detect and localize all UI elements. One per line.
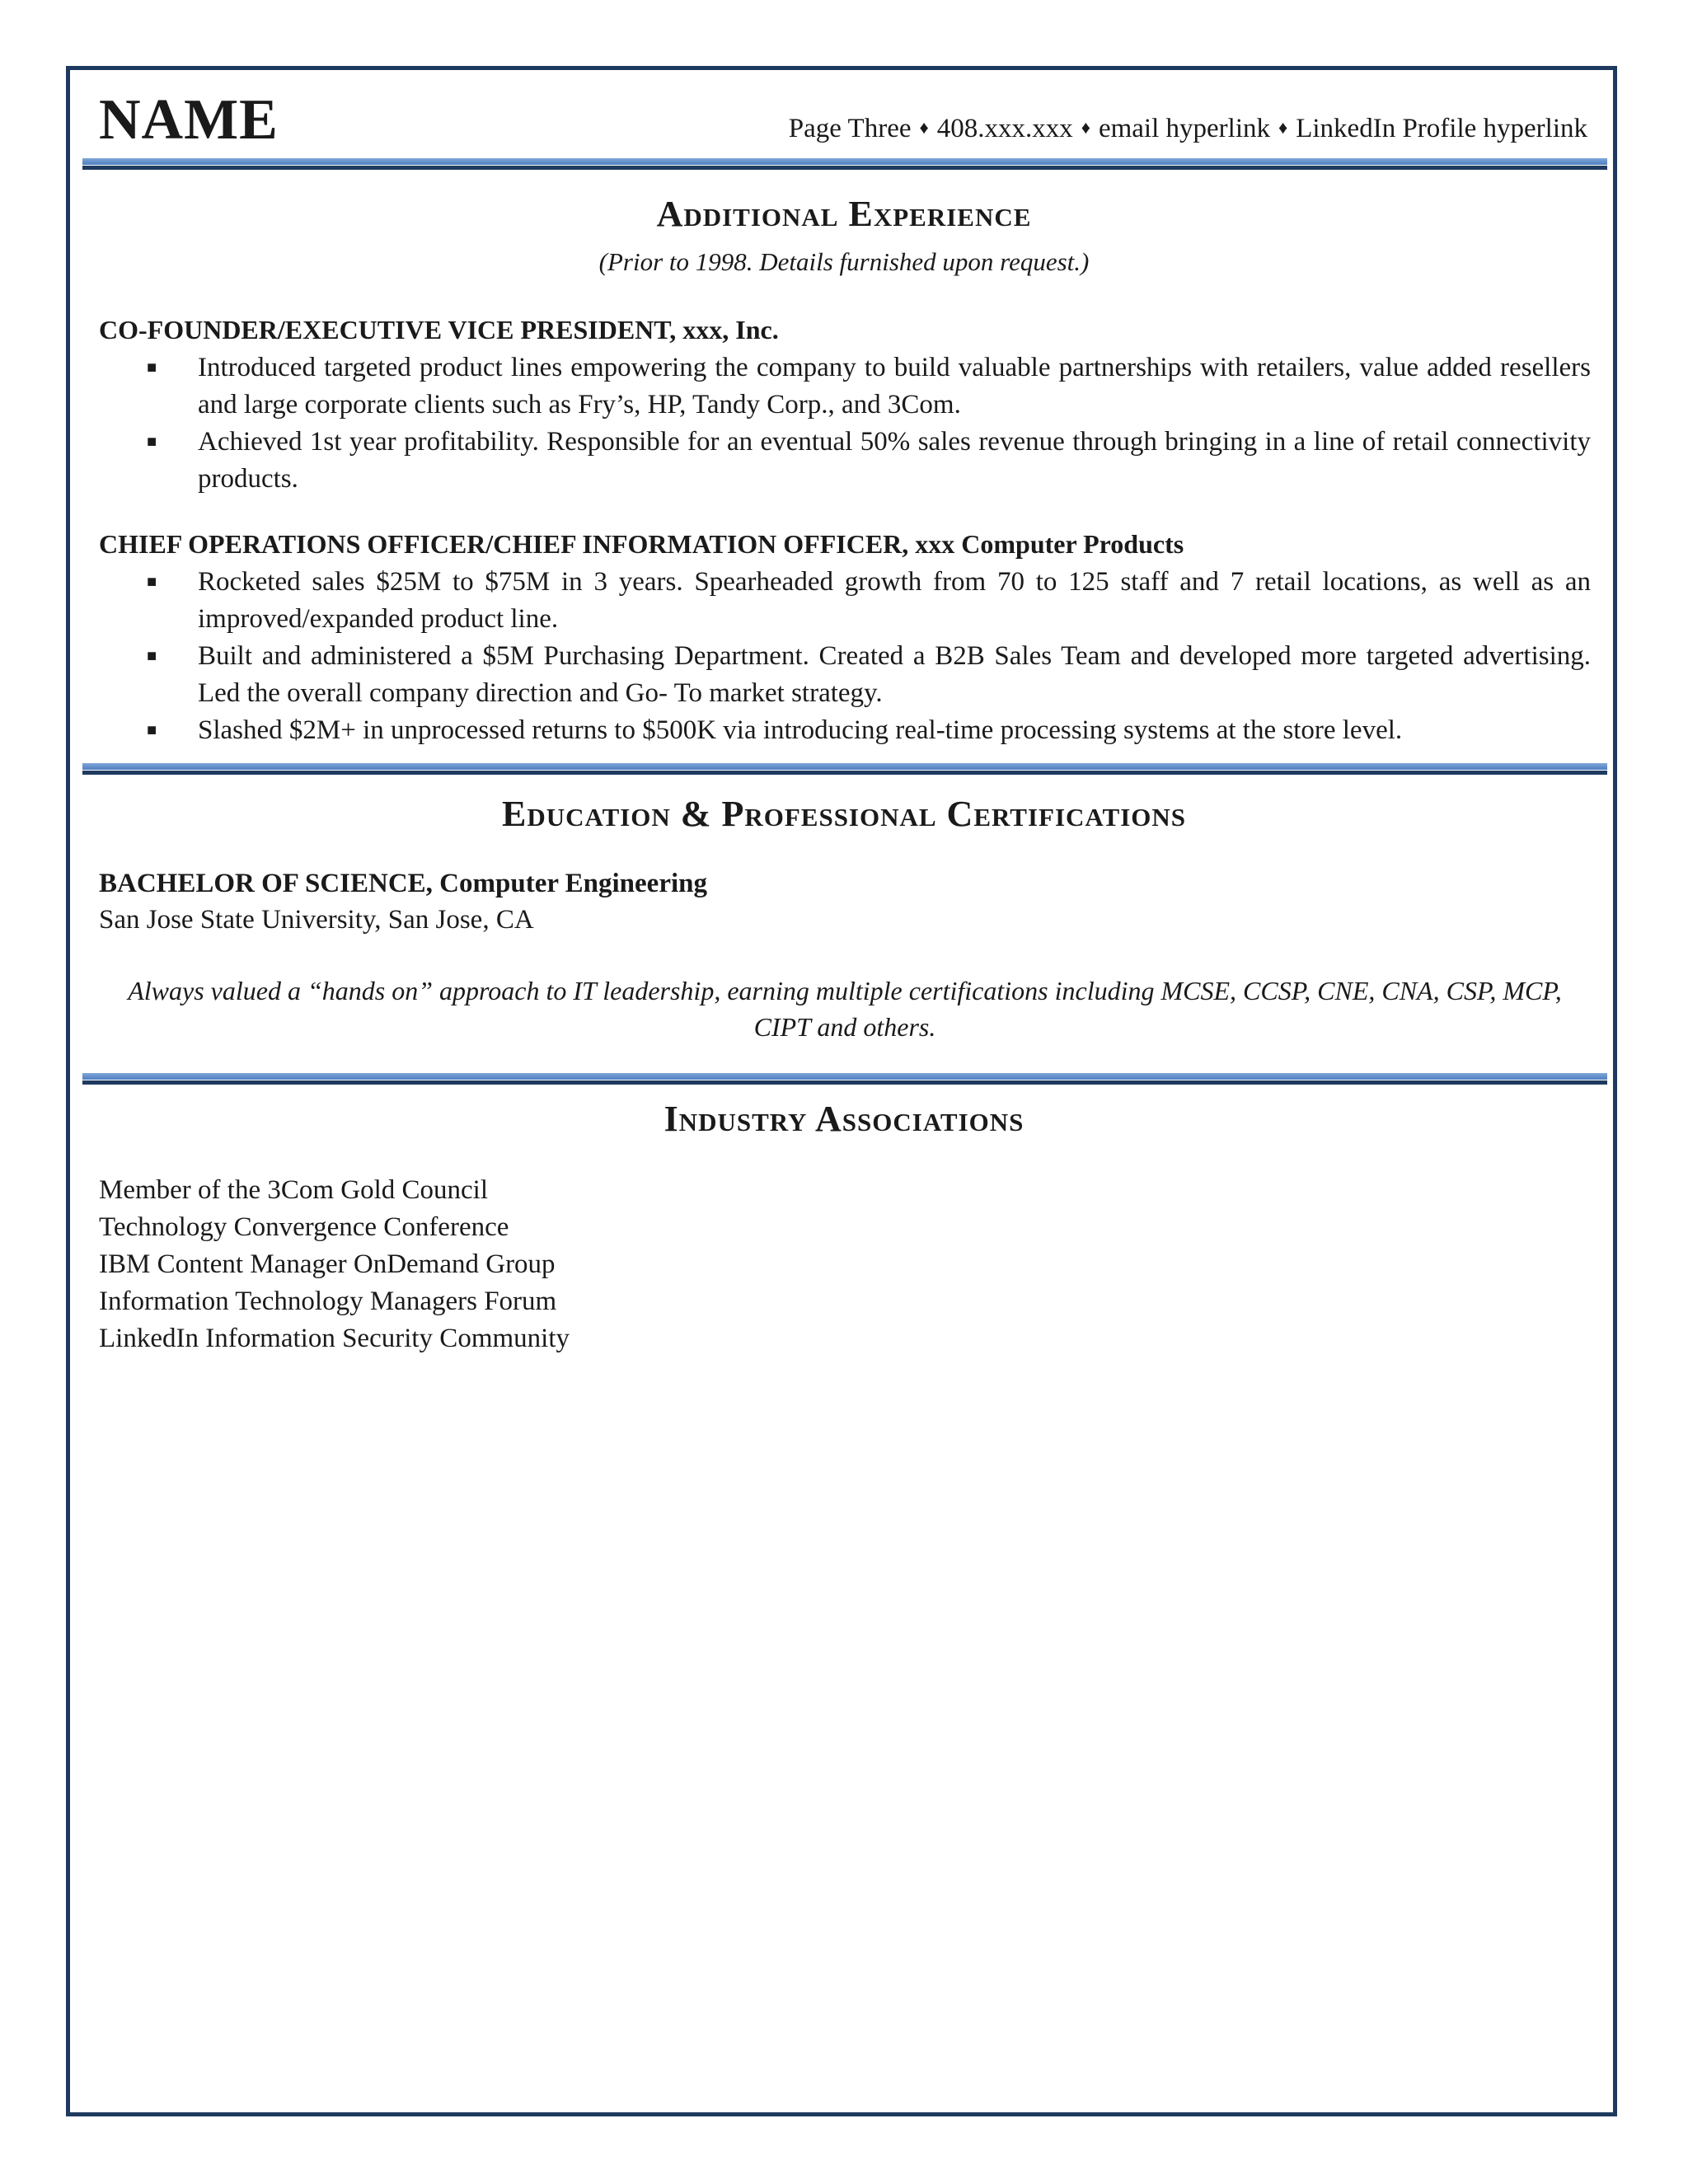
education-heading: Education & Professional Certifications [501, 794, 1187, 834]
list-item: ■ Introduced targeted product lines empowering the company to build valuable partnerships with retailers, value added resellers and large corporate clients such as Fry’s, HP, Tandy Corp., and 3Com. [99, 349, 1591, 424]
list-item: ■ Achieved 1st year profitability. Responsible for an eventual 50% sales revenue through bringing in a line of retail connectivity products. [99, 424, 1591, 498]
list-item: LinkedIn Information Security Community [99, 1324, 570, 1353]
page-label: Page Three [788, 114, 912, 143]
linkedin-link[interactable]: LinkedIn Profile hyperlink [1296, 114, 1587, 143]
list-item: ■ Built and administered a $5M Purchasing Department. Created a B2B Sales Team and developed more targeted advertising. Led the overall company direction and Go- To market strategy. [99, 638, 1591, 712]
experience-note: (Prior to 1998. Details furnished upon request.) [598, 247, 1090, 276]
bullet-square-icon: ■ [147, 647, 157, 665]
certifications-note: Always valued a “hands on” approach to IT leadership, earning multiple certifications including MCSE, CCSP, CNE, CNA, CSP, MCP, CIPT and others. [128, 976, 1562, 1042]
bullet-square-icon: ■ [147, 721, 157, 739]
email-link[interactable]: email hyperlink [1098, 114, 1270, 143]
list-item: ■ Rocketed sales $25M to $75M in 3 years. Spearheaded growth from 70 to 125 staff and 7 retail locations, as well as an improved/expanded product line. [99, 564, 1591, 638]
additional-experience-heading: Additional Experience [656, 194, 1032, 234]
list-item: Technology Convergence Conference [99, 1212, 509, 1242]
list-item: ■ Slashed $2M+ in unprocessed returns to $500K via introducing real-time processing systems at the store level. [99, 712, 1591, 749]
job-bullet-list [99, 564, 1591, 749]
bullet-square-icon: ■ [147, 433, 157, 451]
list-item: Information Technology Managers Forum [99, 1286, 557, 1316]
job-title: CO-FOUNDER/EXECUTIVE VICE PRESIDENT, xxx, Inc. [99, 315, 779, 344]
candidate-name: NAME [99, 88, 279, 152]
associations-list [99, 1172, 570, 1357]
industry-associations-heading: Industry Associations [663, 1099, 1025, 1139]
job-bullet-list [99, 349, 1591, 498]
job-title: CHIEF OPERATIONS OFFICER/CHIEF INFORMATION OFFICER, xxx Computer Products [99, 529, 1184, 559]
degree-title: BACHELOR OF SCIENCE, Computer Engineering [99, 869, 707, 898]
bullet-square-icon: ■ [147, 573, 157, 591]
list-item: Member of the 3Com Gold Council [99, 1175, 489, 1205]
section-divider [82, 1073, 1607, 1085]
separator-diamond-icon: ♦ [1278, 117, 1288, 138]
separator-diamond-icon: ♦ [919, 117, 929, 138]
phone-number: 408.xxx.xxx [936, 114, 1073, 143]
school-name: San Jose State University, San Jose, CA [99, 905, 534, 935]
separator-diamond-icon: ♦ [1081, 117, 1090, 138]
list-item: IBM Content Manager OnDemand Group [99, 1249, 556, 1279]
contact-line [789, 114, 1587, 144]
section-divider [82, 763, 1607, 775]
section-divider [82, 158, 1607, 170]
bullet-square-icon: ■ [147, 359, 157, 377]
